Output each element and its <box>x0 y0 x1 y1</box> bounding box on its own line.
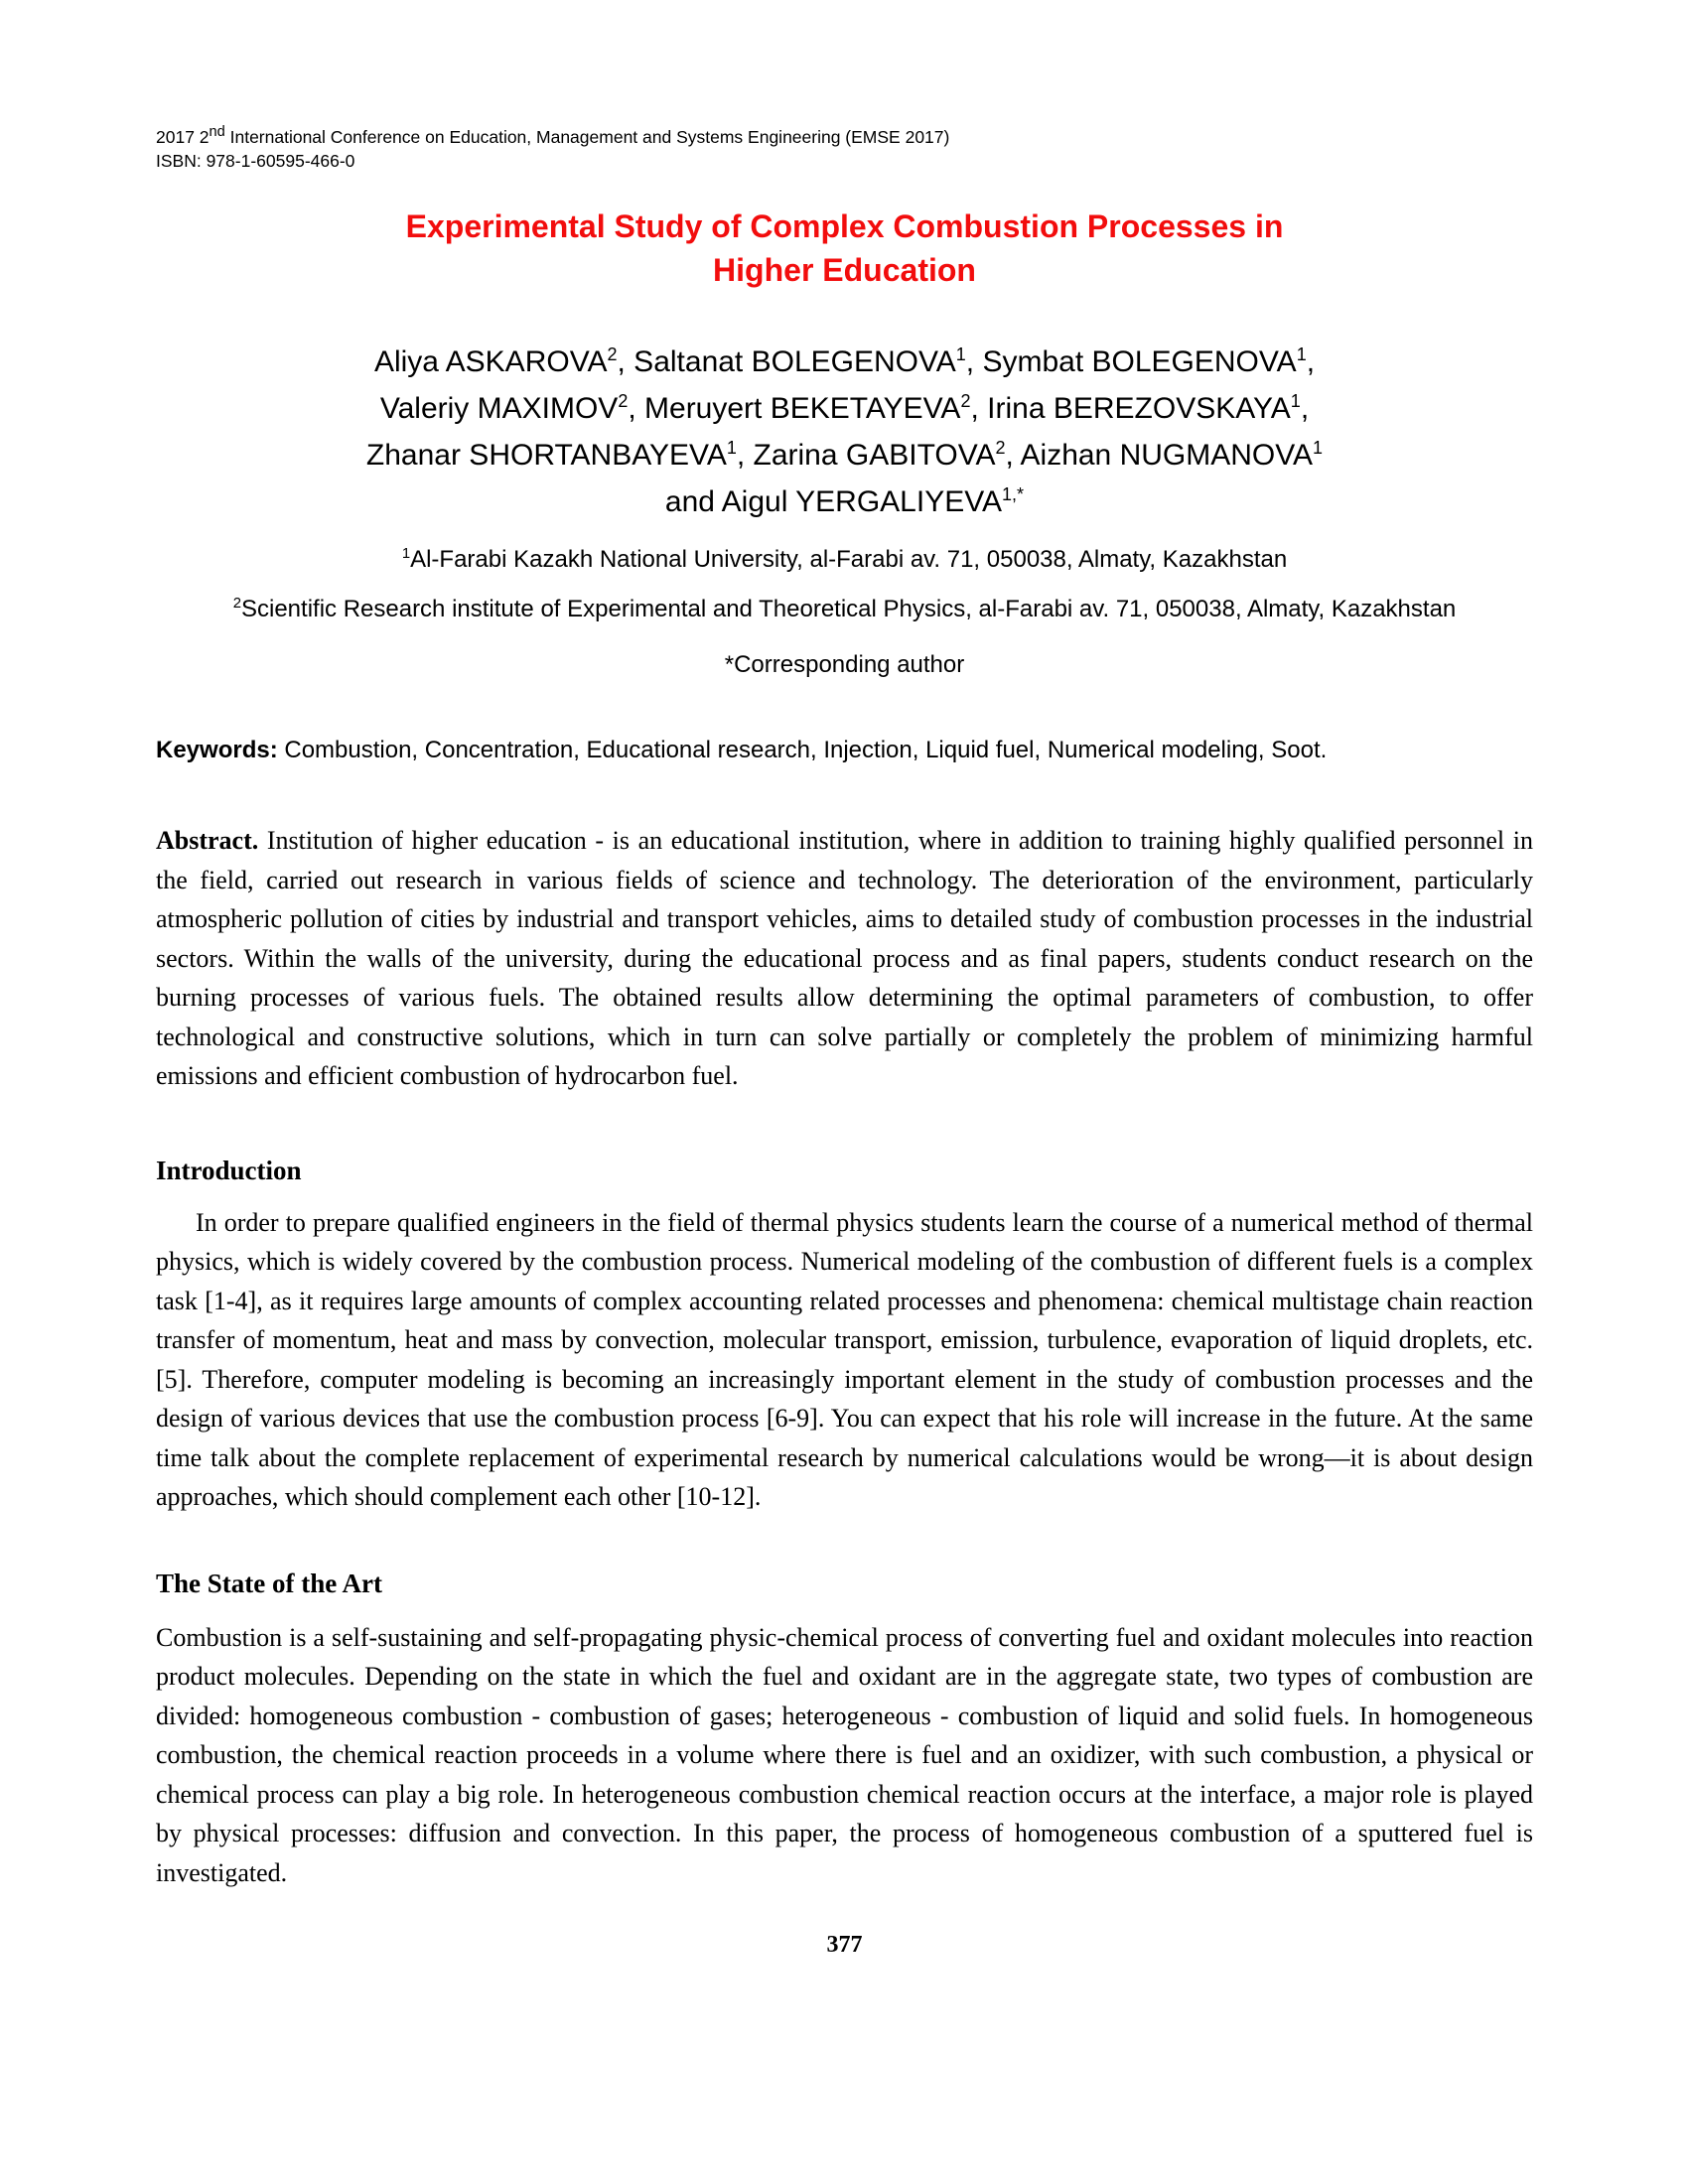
conference-name: 2017 2nd International Conference on Education, Management and Systems Engineering (EMSE 2017) <box>156 124 950 147</box>
section-heading-introduction: Introduction <box>156 1155 302 1185</box>
author-line: Zhanar SHORTANBAYEVA$^1$, Zarina GABITOVA$^2$, Aizhan NUGMANOVA$^1$ <box>365 438 1324 473</box>
abstract-label: Abstract. <box>156 826 259 856</box>
section-heading-state-of-the-art: The State of the Art <box>156 1568 382 1598</box>
author-line: and Aigul $YERGALIYEVA^{1,*}$ <box>664 484 1025 519</box>
conference-header <box>156 125 1533 173</box>
paper-title-line1: Experimental Study of Complex Combustion Processes in <box>405 208 1284 244</box>
affiliation-2: $^2$Scientific Research institute of Experimental and Theoretical Physics, al-Farabi av. 71, 050038, Almaty, Kazakhstan <box>232 596 1457 623</box>
paper-title-line2: Higher Education <box>713 252 976 288</box>
introduction-paragraph: In order to prepare qualified engineers in the field of thermal physics students learn the course of a numerical method of thermal physics, which is widely covered by the combustion process. Numerical modeling of the combustion of different fuels is a complex task [1-4], as it requires large amounts of complex accounting related processes and phenomena: chemical multistage chain reaction transfer of momentum, heat and mass by convection, molecular transport, emission, turbulence, evaporation of liquid droplets, etc. [5]. Therefore, computer modeling is becoming an increasingly important element in the study of combustion processes and the design of various devices that use the combustion process [6-9]. You can expect that his role will increase in the future. At the same time talk about the complete replacement of experimental research by numerical calculations would be wrong—it is about design approaches, which should complement each other [10-12]. <box>156 1207 1533 1512</box>
author-list <box>156 339 1533 525</box>
abstract-paragraph <box>156 821 1533 1096</box>
abstract-text: Institution of higher education - is an educational institution, where in addition to training highly qualified personnel in the field, carried out research in various fields of science and technology. The deterioration of the environment, particularly atmospheric pollution of cities by industrial and transport vehicles, aims to detailed study of combustion processes in the industrial sectors. Within the walls of the university, during the educational process and as final papers, students conduct research on the burning processes of various fuels. The obtained results allow determining the optimal parameters of combustion, to offer technological and constructive solutions, which in turn can solve partially or completely the problem of minimizing harmful emissions and efficient combustion of hydrocarbon fuel. <box>156 826 1533 1091</box>
keywords-label: Keywords: <box>156 737 278 764</box>
corresponding-author-note: *Corresponding author <box>724 651 965 679</box>
isbn-line: ISBN: 978-1-60595-466-0 <box>156 151 355 171</box>
author-line: Valeriy MAXIMOV$^2$, Meruyert BEKETAYEVA$^2$, Irina BEREZOVSKAYA$^1$, <box>379 391 1310 426</box>
author-line: Aliya ASKAROVA$^2$, Saltanat BOLEGENOVA$^1$, Symbat BOLEGENOVA$^1$, <box>373 344 1316 379</box>
affiliation-1: $^1$Al-Farabi Kazakh National University, al-Farabi av. 71, 050038, Almaty, Kazakhstan <box>401 546 1288 574</box>
page-number: 377 <box>826 1932 863 1959</box>
keywords-paragraph <box>156 732 1533 769</box>
state-of-the-art-paragraph: Combustion is a self-sustaining and self-propagating physic-chemical process of converting fuel and oxidant molecules into reaction product molecules. Depending on the state in which the fuel and oxidant are in the aggregate state, two types of combustion are divided: homogeneous combustion - combustion of gases; heterogeneous - combustion of liquid and solid fuels. In homogeneous combustion, the chemical reaction proceeds in a volume where there is fuel and an oxidizer, with such combustion, a physical or chemical process can play a big role. In heterogeneous combustion chemical reaction occurs at the interface, a major role is played by physical processes: diffusion and convection. In this paper, the process of homogeneous combustion of a sputtered fuel is investigated. <box>156 1622 1533 1887</box>
keywords-text: Combustion, Concentration, Educational research, Injection, Liquid fuel, Numerical modeling, Soot. <box>277 737 1328 764</box>
paper-title <box>156 205 1533 292</box>
